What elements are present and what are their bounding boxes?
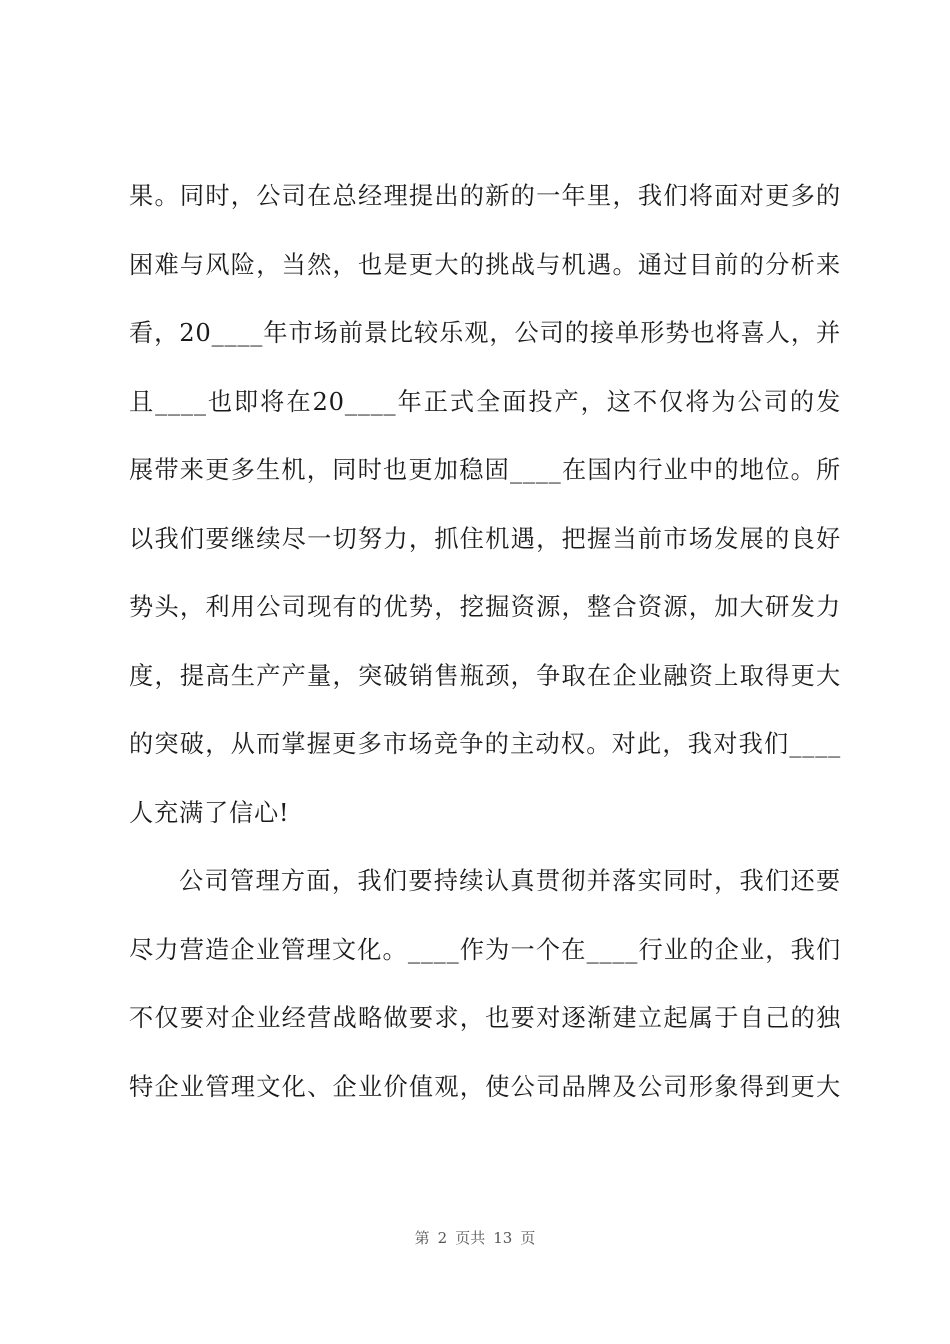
text-line: 且____也即将在20____年正式全面投产，这不仅将为公司的发 <box>129 387 841 416</box>
page-footer <box>0 1227 950 1248</box>
footer-prefix: 第 <box>414 1229 430 1247</box>
text-line: 尽力营造企业管理文化。____作为一个在____行业的企业，我们 <box>129 935 841 964</box>
text-line: 人充满了信心! <box>129 798 290 827</box>
text-line: 看，20____年市场前景比较乐观，公司的接单形势也将喜人，并 <box>129 319 841 347</box>
footer-total-pages: 13 <box>493 1229 513 1247</box>
footer-current-page: 2 <box>437 1229 448 1247</box>
text-line: 度，提高生产产量，突破销售瓶颈，争取在企业融资上取得更大 <box>129 661 841 690</box>
text-line: 势头，利用公司现有的优势，挖掘资源，整合资源，加大研发力 <box>129 593 841 621</box>
text-line: 困难与风险，当然，也是更大的挑战与机遇。通过目前的分析来 <box>129 250 841 279</box>
text-line: 以我们要继续尽一切努力，抓住机遇，把握当前市场发展的良好 <box>129 524 841 553</box>
text-line: 公司管理方面，我们要持续认真贯彻并落实同时，我们还要 <box>179 867 841 895</box>
text-line: 特企业管理文化、企业价值观，使公司品牌及公司形象得到更大 <box>129 1072 841 1101</box>
footer-middle: 页共 <box>455 1229 486 1247</box>
text-line: 的突破，从而掌握更多市场竞争的主动权。对此，我对我们____ <box>129 730 841 758</box>
body-text <box>129 162 841 1121</box>
footer-suffix: 页 <box>520 1229 536 1247</box>
text-line: 展带来更多生机，同时也更加稳固____在国内行业中的地位。所 <box>129 456 841 484</box>
text-line: 果。同时，公司在总经理提出的新的一年里，我们将面对更多的 <box>129 182 841 210</box>
text-line: 不仅要对企业经营战略做要求，也要对逐渐建立起属于自己的独 <box>129 1004 841 1032</box>
